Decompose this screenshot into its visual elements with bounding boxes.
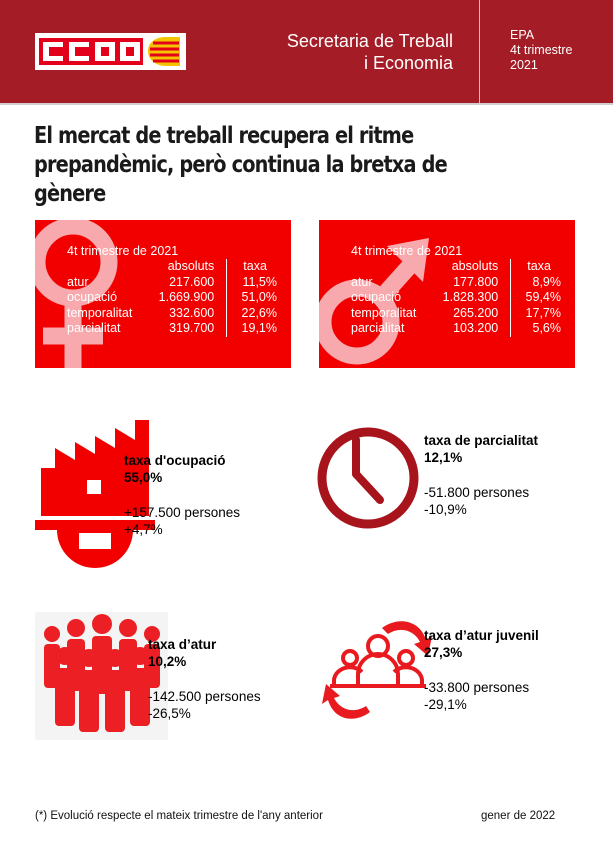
unemployment-persons: -142.500 persones bbox=[148, 689, 261, 704]
women-table-header bbox=[67, 259, 277, 275]
header bbox=[0, 0, 613, 103]
row-rate: 11,5% bbox=[227, 275, 277, 291]
women-stats bbox=[67, 244, 277, 337]
survey-info bbox=[510, 28, 573, 73]
department-line-1: Secretaria de Treball bbox=[286, 31, 453, 51]
youth-unemployment-indicator bbox=[424, 627, 539, 713]
youth-unemployment-persons: -33.800 persones bbox=[424, 680, 530, 695]
unemployment-indicator bbox=[148, 636, 261, 722]
row-label: parcialitat bbox=[67, 321, 121, 335]
part-time-change: -10,9% bbox=[424, 502, 467, 517]
publication-date: gener de 2022 bbox=[481, 810, 556, 822]
men-stats-box bbox=[319, 220, 575, 368]
youth-unemployment-rate: 27,3% bbox=[424, 645, 463, 660]
employment-title: taxa d'ocupació bbox=[124, 453, 226, 468]
row-rate: 8,9% bbox=[511, 275, 561, 291]
survey-period-quarter: 4t trimestre bbox=[510, 43, 573, 57]
header-divider bbox=[479, 0, 480, 103]
clock-icon bbox=[316, 422, 420, 532]
table-row bbox=[351, 321, 561, 337]
employment-rate: 55,0% bbox=[124, 470, 163, 485]
row-rate: 59,4% bbox=[511, 290, 561, 306]
department-name bbox=[193, 30, 453, 74]
employment-persons: +157.500 persones bbox=[124, 505, 240, 520]
table-row bbox=[67, 275, 277, 291]
women-stats-table bbox=[67, 259, 277, 337]
row-absolute: 1.669.900 bbox=[158, 290, 215, 304]
row-absolute: 177.800 bbox=[453, 274, 499, 289]
row-label: atur bbox=[67, 274, 89, 289]
footnote: (*) Evolució respecte el mateix trimestre de l'any anterior bbox=[35, 810, 323, 822]
title-line-1: El mercat de treball recupera el ritme bbox=[34, 123, 414, 149]
youth-group-arrows-icon bbox=[322, 612, 434, 730]
table-row bbox=[67, 306, 277, 322]
table-row bbox=[351, 290, 561, 306]
women-stats-box bbox=[35, 220, 291, 368]
table-row bbox=[351, 306, 561, 322]
row-absolute: 103.200 bbox=[453, 321, 499, 335]
men-stats-table bbox=[351, 259, 561, 337]
part-time-indicator bbox=[424, 432, 538, 518]
part-time-rate: 12,1% bbox=[424, 450, 463, 465]
row-absolute: 1.828.300 bbox=[442, 290, 499, 304]
youth-unemployment-title: taxa d’atur juvenil bbox=[424, 628, 539, 643]
table-row bbox=[67, 321, 277, 337]
department-line-2: i Economia bbox=[363, 53, 453, 73]
row-rate: 5,6% bbox=[511, 321, 561, 337]
women-period: 4t trimestre de 2021 bbox=[67, 244, 179, 258]
survey-period-year: 2021 bbox=[510, 58, 538, 72]
row-label: parcialitat bbox=[351, 321, 405, 335]
row-absolute: 332.600 bbox=[169, 305, 215, 320]
row-label: temporalitat bbox=[67, 305, 133, 320]
employment-change: +4,7% bbox=[124, 522, 163, 537]
row-label: atur bbox=[351, 274, 373, 289]
title-line-2: prepandèmic, però continua la bretxa de gènere bbox=[34, 152, 447, 207]
men-col-rate: taxa bbox=[511, 259, 561, 275]
unemployment-title: taxa d’atur bbox=[148, 637, 217, 652]
ccoo-logo bbox=[35, 33, 186, 70]
part-time-title: taxa de parcialitat bbox=[424, 433, 539, 448]
youth-unemployment-change: -29,1% bbox=[424, 697, 467, 712]
header-rule bbox=[0, 103, 613, 105]
row-label: temporalitat bbox=[351, 305, 417, 320]
row-rate: 17,7% bbox=[511, 306, 561, 322]
page-title bbox=[34, 122, 504, 209]
employment-indicator bbox=[124, 452, 240, 538]
row-absolute: 265.200 bbox=[453, 305, 499, 320]
row-label: ocupació bbox=[67, 290, 118, 304]
table-row bbox=[67, 290, 277, 306]
row-rate: 51,0% bbox=[227, 290, 277, 306]
men-stats bbox=[351, 244, 561, 337]
part-time-persons: -51.800 persones bbox=[424, 485, 530, 500]
men-period: 4t trimestre de 2021 bbox=[351, 244, 463, 258]
unemployment-change: -26,5% bbox=[148, 706, 191, 721]
table-row bbox=[351, 275, 561, 291]
men-table-header bbox=[351, 259, 561, 275]
women-col-rate: taxa bbox=[227, 259, 277, 275]
men-col-absolute: absoluts bbox=[451, 259, 499, 273]
row-rate: 22,6% bbox=[227, 306, 277, 322]
unemployment-rate: 10,2% bbox=[148, 654, 187, 669]
row-label: ocupació bbox=[351, 290, 402, 304]
row-absolute: 217.600 bbox=[169, 274, 215, 289]
survey-name: EPA bbox=[510, 28, 535, 42]
row-rate: 19,1% bbox=[227, 321, 277, 337]
row-absolute: 319.700 bbox=[169, 321, 215, 335]
women-col-absolute: absoluts bbox=[167, 259, 215, 273]
